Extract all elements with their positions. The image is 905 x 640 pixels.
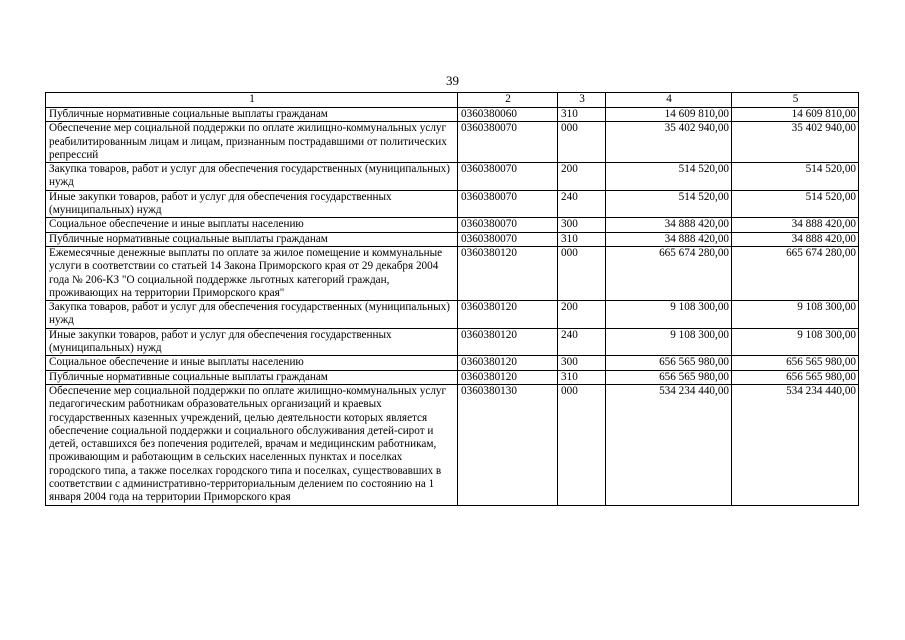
table-header-row — [46, 93, 859, 108]
row-name: Публичные нормативные социальные выплаты гражданам — [46, 108, 458, 122]
row-code: 0360380120 — [458, 301, 558, 329]
row-type: 000 — [558, 122, 606, 163]
row-type: 200 — [558, 163, 606, 191]
row-type: 240 — [558, 190, 606, 218]
row-amount-2: 35 402 940,00 — [732, 122, 859, 163]
header-col-3: 3 — [558, 93, 606, 108]
table-row — [46, 108, 859, 122]
row-code: 0360380070 — [458, 122, 558, 163]
row-type: 300 — [558, 218, 606, 232]
table-row — [46, 370, 859, 384]
row-type: 200 — [558, 301, 606, 329]
row-amount-1: 9 108 300,00 — [606, 301, 732, 329]
table-row — [46, 232, 859, 246]
budget-table — [45, 92, 859, 506]
row-amount-2: 534 234 440,00 — [732, 384, 859, 505]
row-name: Иные закупки товаров, работ и услуг для обеспечения государственных (муниципальных) нужд — [46, 328, 458, 356]
row-type: 310 — [558, 108, 606, 122]
header-col-4: 4 — [606, 93, 732, 108]
page-number: 39 — [446, 73, 459, 88]
row-amount-2: 9 108 300,00 — [732, 328, 859, 356]
row-amount-1: 514 520,00 — [606, 190, 732, 218]
table-row — [46, 163, 859, 191]
row-code: 0360380070 — [458, 232, 558, 246]
row-amount-1: 35 402 940,00 — [606, 122, 732, 163]
row-amount-1: 9 108 300,00 — [606, 328, 732, 356]
row-code: 0360380120 — [458, 356, 558, 370]
row-name: Публичные нормативные социальные выплаты гражданам — [46, 232, 458, 246]
row-name: Социальное обеспечение и иные выплаты населению — [46, 218, 458, 232]
row-type: 000 — [558, 246, 606, 300]
row-amount-2: 514 520,00 — [732, 190, 859, 218]
row-type: 000 — [558, 384, 606, 505]
table-row — [46, 246, 859, 300]
header-col-5: 5 — [732, 93, 859, 108]
row-amount-1: 534 234 440,00 — [606, 384, 732, 505]
table-row — [46, 328, 859, 356]
row-code: 0360380070 — [458, 190, 558, 218]
row-amount-1: 34 888 420,00 — [606, 218, 732, 232]
row-amount-1: 514 520,00 — [606, 163, 732, 191]
header-col-2: 2 — [458, 93, 558, 108]
row-amount-1: 656 565 980,00 — [606, 356, 732, 370]
header-col-1: 1 — [46, 93, 458, 108]
row-code: 0360380120 — [458, 328, 558, 356]
row-code: 0360380120 — [458, 370, 558, 384]
row-code: 0360380130 — [458, 384, 558, 505]
row-code: 0360380060 — [458, 108, 558, 122]
row-type: 310 — [558, 370, 606, 384]
row-amount-1: 665 674 280,00 — [606, 246, 732, 300]
row-type: 240 — [558, 328, 606, 356]
row-amount-2: 665 674 280,00 — [732, 246, 859, 300]
table-row — [46, 218, 859, 232]
table-row — [46, 384, 859, 505]
row-code: 0360380120 — [458, 246, 558, 300]
table-row — [46, 190, 859, 218]
row-code: 0360380070 — [458, 218, 558, 232]
row-name: Обеспечение мер социальной поддержки по оплате жилищно-коммунальных услуг педагогическим работникам образовательных организаций и краевых государственных казенных учреждений, целью деятельности которых является обеспечение социальной поддержки и социального обслуживания детей-сирот и детей, оставшихся без попечения родителей, врачам и медицинским работникам, проживающим и работающим в сельских населенных пунктах и поселках городского типа, а также поселках городского типа и поселках, существовавших в соответствии с административно-территориальным делением по состоянию на 1 января 2004 года на территории Приморского края — [46, 384, 458, 505]
row-type: 310 — [558, 232, 606, 246]
row-name: Закупка товаров, работ и услуг для обеспечения государственных (муниципальных) нужд — [46, 301, 458, 329]
row-name: Обеспечение мер социальной поддержки по оплате жилищно-коммунальных услуг реабилитированным лицам и лицам, признанным пострадавшими от политических репрессий — [46, 122, 458, 163]
table-row — [46, 301, 859, 329]
row-amount-1: 656 565 980,00 — [606, 370, 732, 384]
row-name: Публичные нормативные социальные выплаты гражданам — [46, 370, 458, 384]
table-row — [46, 122, 859, 163]
row-amount-2: 14 609 810,00 — [732, 108, 859, 122]
row-amount-2: 9 108 300,00 — [732, 301, 859, 329]
row-type: 300 — [558, 356, 606, 370]
row-name: Иные закупки товаров, работ и услуг для обеспечения государственных (муниципальных) нужд — [46, 190, 458, 218]
row-amount-2: 656 565 980,00 — [732, 370, 859, 384]
row-name: Закупка товаров, работ и услуг для обеспечения государственных (муниципальных) нужд — [46, 163, 458, 191]
row-amount-2: 34 888 420,00 — [732, 232, 859, 246]
row-name: Социальное обеспечение и иные выплаты населению — [46, 356, 458, 370]
row-amount-2: 34 888 420,00 — [732, 218, 859, 232]
row-amount-2: 514 520,00 — [732, 163, 859, 191]
row-code: 0360380070 — [458, 163, 558, 191]
row-amount-2: 656 565 980,00 — [732, 356, 859, 370]
row-name: Ежемесячные денежные выплаты по оплате за жилое помещение и коммунальные услуги в соответствии со статьей 14 Закона Приморского края от 29 декабря 2004 года № 206-КЗ "О социальной поддержке льготных категорий граждан, проживающих на территории Приморского края" — [46, 246, 458, 300]
row-amount-1: 14 609 810,00 — [606, 108, 732, 122]
table-row — [46, 356, 859, 370]
row-amount-1: 34 888 420,00 — [606, 232, 732, 246]
